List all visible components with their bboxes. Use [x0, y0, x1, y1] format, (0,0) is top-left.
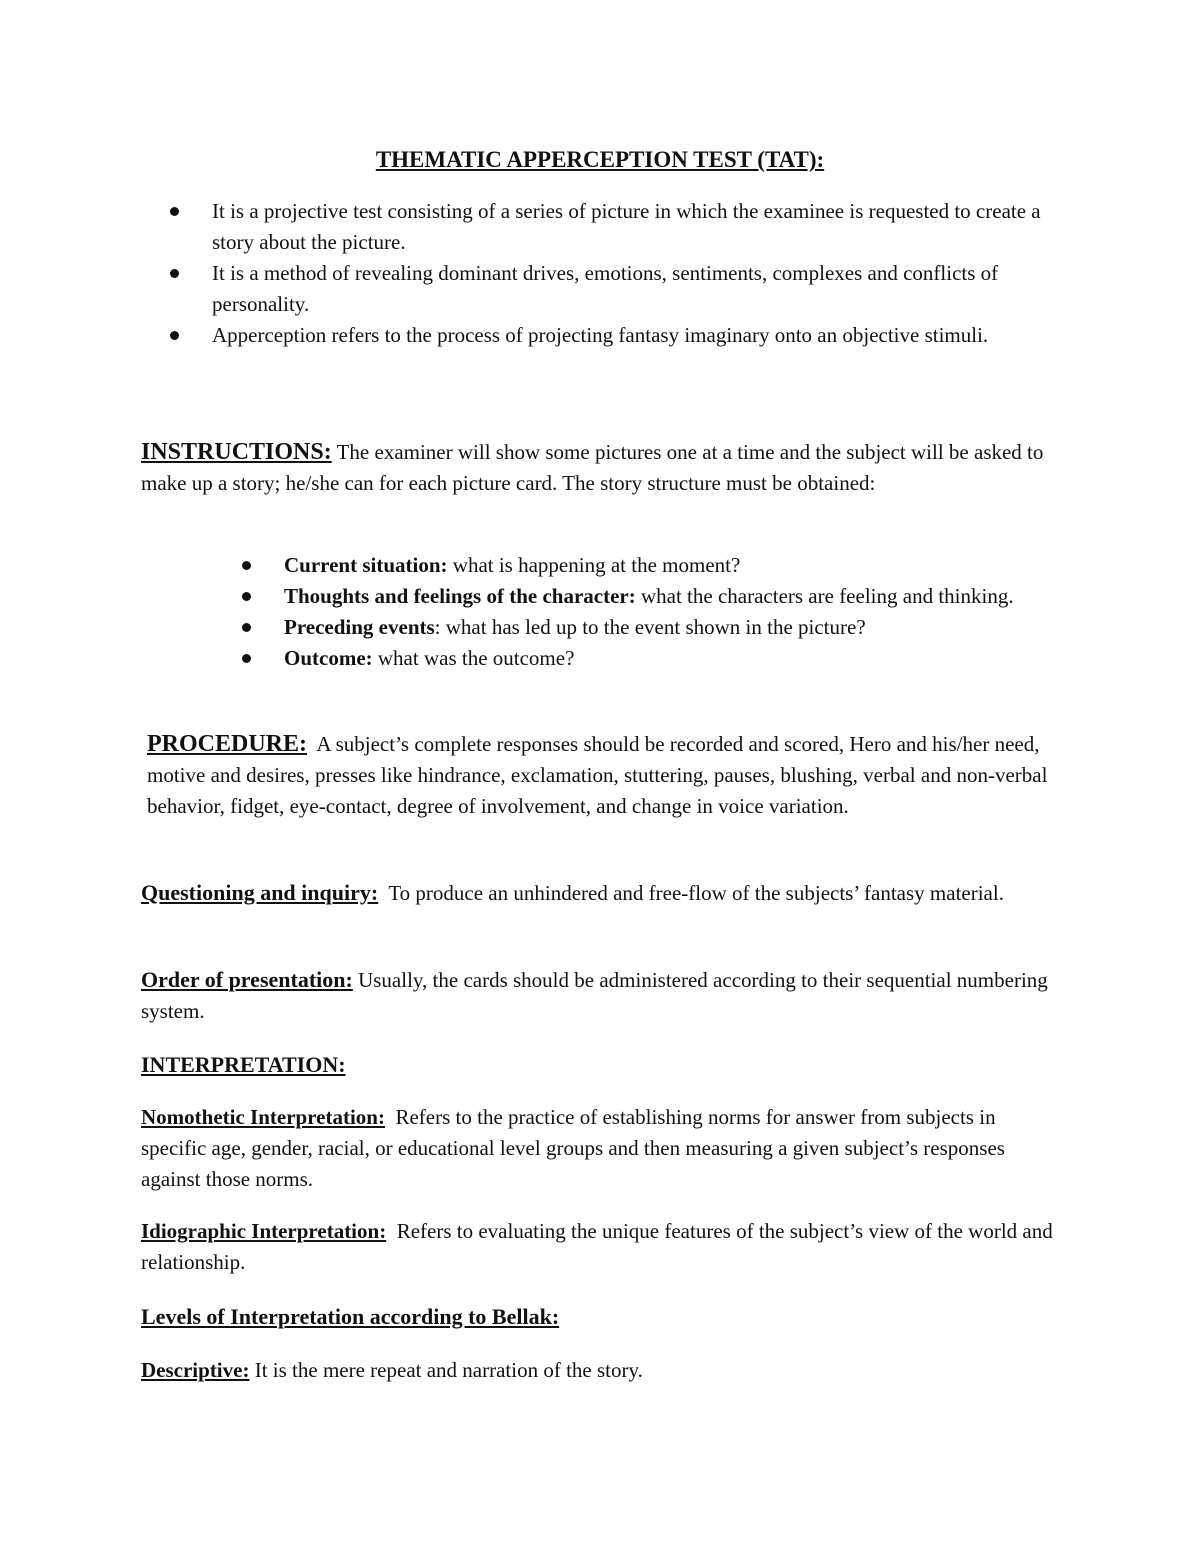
- bullet-text: It is a projective test consisting of a series of picture in which the examinee is requested to create a story about the picture.: [212, 199, 1041, 254]
- descriptive-heading: Descriptive:: [141, 1358, 250, 1382]
- item-term: Outcome:: [284, 646, 373, 670]
- bullet-icon: [170, 269, 179, 278]
- story-structure-list: [242, 550, 1062, 674]
- list-item: [242, 550, 1062, 581]
- list-item: [170, 258, 1050, 320]
- bullet-icon: [170, 331, 179, 340]
- bullet-text: Apperception refers to the process of projecting fantasy imaginary onto an objective stimuli.: [212, 323, 989, 347]
- bullet-icon: [242, 592, 251, 601]
- page-title: THEMATIC APPERCEPTION TEST (TAT):: [375, 147, 825, 172]
- procedure-heading: PROCEDURE:: [147, 731, 307, 757]
- order-heading: Order of presentation:: [141, 967, 353, 992]
- questioning-heading: Questioning and inquiry:: [141, 880, 379, 905]
- idiographic-section: [141, 1216, 1066, 1278]
- nomothetic-text: Refers to the practice of establishing norms for answer from subjects in specific age, gender, racial, or educational level groups and then measuring a given subject’s responses against those norms.: [141, 1105, 1005, 1191]
- item-term: Preceding events: [284, 615, 435, 639]
- idiographic-text: Refers to evaluating the unique features of the subject’s view of the world and relationship.: [141, 1219, 1053, 1274]
- bullet-icon: [242, 623, 251, 632]
- list-item: [170, 320, 1050, 351]
- item-term: Current situation:: [284, 553, 448, 577]
- instructions-heading: INSTRUCTIONS:: [141, 439, 332, 465]
- instructions-text: The examiner will show some pictures one at a time and the subject will be asked to make up a story; he/she can for each picture card. The story structure must be obtained:: [141, 440, 1044, 495]
- interpretation-heading-block: [141, 1049, 1066, 1081]
- item-text: what was the outcome?: [372, 646, 575, 670]
- descriptive-text: It is the mere repeat and narration of the story.: [254, 1358, 643, 1382]
- procedure-text: A subject’s complete responses should be recorded and scored, Hero and his/her need, motive and desires, presses like hindrance, exclamation, stuttering, pauses, blushing, verbal and non-verbal behavior, fidget, eye-contact, degree of involvement, and change in voice variation.: [147, 732, 1048, 818]
- nomothetic-section: [141, 1102, 1066, 1195]
- list-item: [170, 196, 1050, 258]
- questioning-section: [141, 877, 1066, 909]
- order-text: Usually, the cards should be administered according to their sequential numbering system.: [141, 968, 1048, 1023]
- levels-heading-block: [141, 1301, 1066, 1333]
- instructions-section: [141, 437, 1066, 499]
- levels-heading: Levels of Interpretation according to Bellak:: [141, 1304, 560, 1329]
- bullet-icon: [242, 561, 251, 570]
- interpretation-heading: INTERPRETATION:: [141, 1052, 346, 1077]
- item-text: : what has led up to the event shown in the picture?: [434, 615, 866, 639]
- procedure-section: [147, 729, 1065, 822]
- descriptive-section: [141, 1355, 1066, 1386]
- list-item: [242, 643, 1062, 674]
- list-item: [242, 612, 1062, 643]
- nomothetic-heading: Nomothetic Interpretation:: [141, 1105, 385, 1129]
- item-term: Thoughts and feelings of the character:: [284, 584, 636, 608]
- bullet-icon: [242, 654, 251, 663]
- questioning-text: To produce an unhindered and free-flow of the subjects’ fantasy material.: [388, 881, 1004, 905]
- order-section: [141, 964, 1066, 1027]
- idiographic-heading: Idiographic Interpretation:: [141, 1219, 387, 1243]
- bullet-icon: [170, 207, 179, 216]
- item-text: what is happening at the moment?: [447, 553, 741, 577]
- bullet-text: It is a method of revealing dominant drives, emotions, sentiments, complexes and conflicts of personality.: [212, 261, 999, 316]
- list-item: [242, 581, 1062, 612]
- intro-bullet-list: [170, 196, 1050, 351]
- item-text: what the characters are feeling and thinking.: [635, 584, 1014, 608]
